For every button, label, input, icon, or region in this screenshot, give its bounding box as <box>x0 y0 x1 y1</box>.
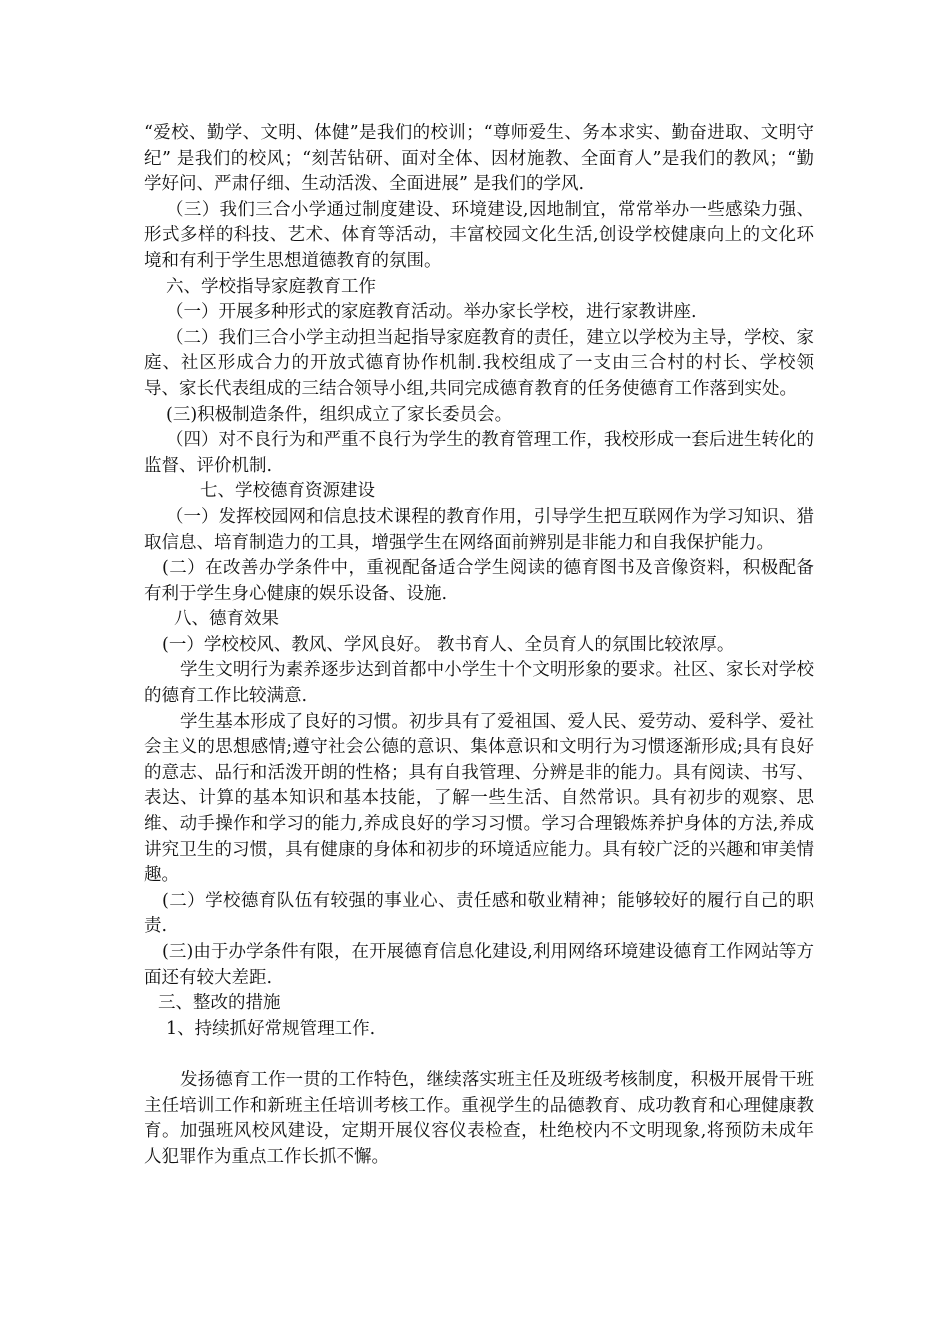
blank-line <box>144 1042 814 1068</box>
paragraph-parent-committee: (三)积极制造条件，组织成立了家长委员会。 <box>166 404 513 425</box>
paragraph-informatization-gap: (三)由于办学条件有限，在开展德育信息化建设,利用网络环境建设德育工作网站等方面还有较大差距. <box>144 942 814 988</box>
paragraph-cooperation-mechanism: （二）我们三合小学主动担当起指导家庭教育的责任，建立以学校为主导，学校、家庭、社区形成合力的开放式德育协作机制.我校组成了一支由三合村的村长、学校领导、家长代表组成的三结合领导小组,共同完成德育教育的任务使德育工作落到实处。 <box>144 327 814 399</box>
subheading-routine-management: 1、持续抓好常规管理工作. <box>166 1018 376 1039</box>
paragraph-behavior-management: （四）对不良行为和严重不良行为学生的教育管理工作，我校形成一套后进生转化的监督、评价机制. <box>144 430 814 476</box>
section-heading-family-education: 六、学校指导家庭教育工作 <box>166 276 376 297</box>
paragraph-campus-network: （一）发挥校园网和信息技术课程的教育作用，引导学生把互联网作为学习知识、猎取信息、培育制造力的工具，增强学生在网络面前辨别是非能力和自我保护能力。 <box>144 506 814 553</box>
paragraph-campus-culture: （三）我们三合小学通过制度建设、环境建设,因地制宜，常常举办一些感染力强、形式多样的科技、艺术、体育等活动，丰富校园文化生活,创设学校健康向上的文化环境和有利于学生思想道德教育的氛围。 <box>144 199 814 271</box>
section-heading-moral-resources: 七、学校德育资源建设 <box>200 481 375 502</box>
paragraph-moral-work-features: 发扬德育工作一贯的工作特色，继续落实班主任及班级考核制度，积极开展骨干班主任培训工作和新班主任培训考核工作。重视学生的品德教育、成功教育和心理健康教育。加强班风校风建设，定期开展仪容仪表检查，杜绝校内不文明现象,将预防未成年人犯罪作为重点工作长抓不懈。 <box>144 1069 814 1167</box>
paragraph-civilized-behavior: 学生文明行为素养逐步达到首都中小学生十个文明形象的要求。社区、家长对学校的德育工作比较满意. <box>144 660 814 707</box>
document-body <box>144 121 814 1170</box>
paragraph-school-spirit: (一）学校校风、教风、学风良好。 教书育人、全员育人的氛围比较浓厚。 <box>162 634 735 655</box>
paragraph-moral-staff: (二）学校德育队伍有较强的事业心、责任感和敬业精神；能够较好的履行自己的职责. <box>144 890 814 937</box>
section-heading-rectification: 三、整改的措施 <box>158 993 281 1014</box>
paragraph-school-motto: “爱校、勤学、文明、体健”是我们的校训；“尊师爱生、务本求实、勤奋进取、文明守纪” 是我们的校风；“刻苦钻研、面对全体、因材施教、全面育人”是我们的教风；“勤学好问、严肃仔细、生动活泼、全面进展” 是我们的学风. <box>144 123 814 195</box>
paragraph-family-activities: （一）开展多种形式的家庭教育活动。举办家长学校，进行家教讲座. <box>166 302 697 323</box>
paragraph-books-equipment: (二）在改善办学条件中，重视配备适合学生阅读的德育图书及音像资料，积极配备有利于学生身心健康的娱乐设备、设施. <box>144 558 814 604</box>
section-heading-moral-effects: 八、德育效果 <box>174 609 279 630</box>
paragraph-good-habits: 学生基本形成了良好的习惯。初步具有了爱祖国、爱人民、爱劳动、爱科学、爱社会主义的思想感情;遵守社会公德的意识、集体意识和文明行为习惯逐渐形成;具有良好的意志、品行和活泼开朗的性格；具有自我管理、分辨是非的能力。具有阅读、书写、表达、计算的基本知识和基本技能，了解一些生活、自然常识。具有初步的观察、思维、动手操作和学习的能力,养成良好的学习习惯。学习合理锻炼养护身体的方法,养成讲究卫生的习惯，具有健康的身体和初步的环境适应能力。具有较广泛的兴趣和审美情趣。 <box>144 711 814 886</box>
